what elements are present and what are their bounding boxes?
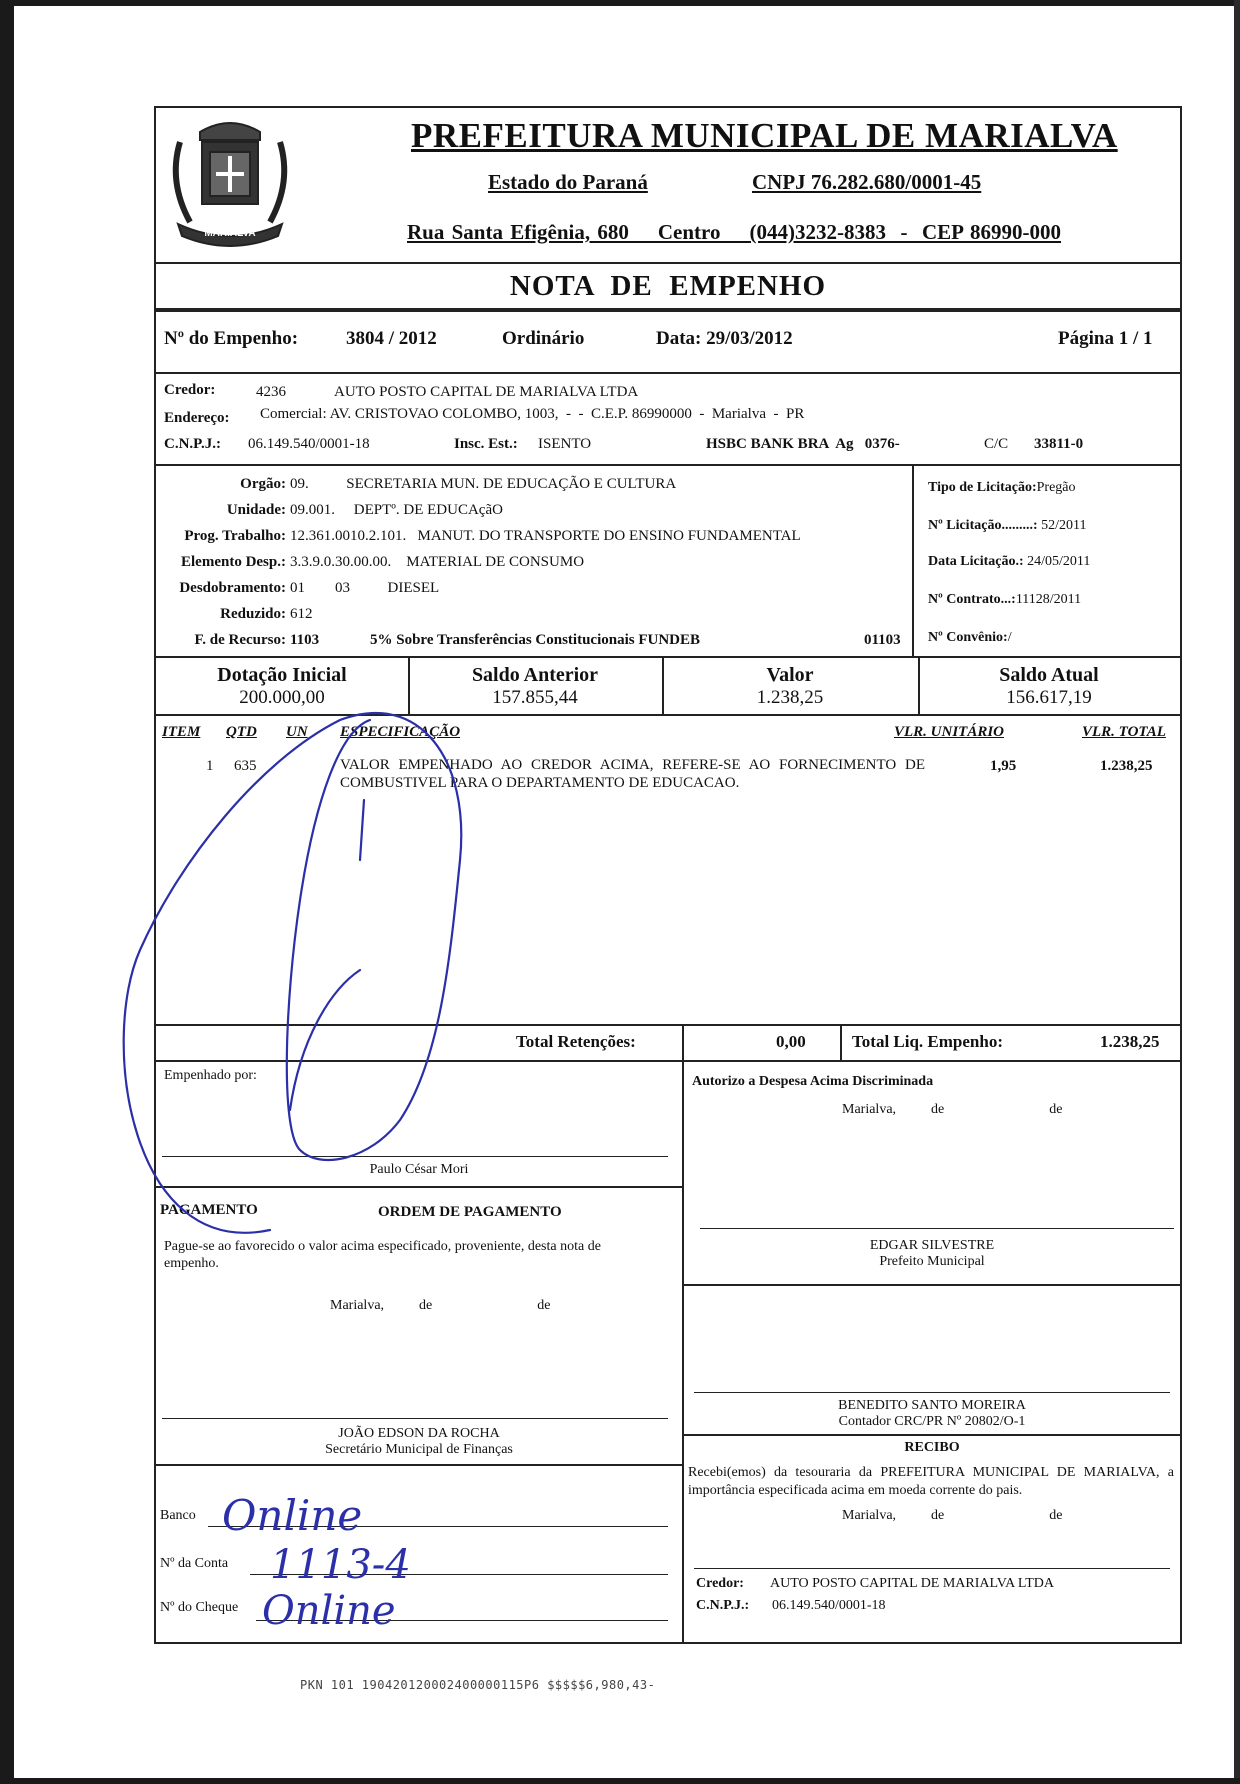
item-qtd: 635 [234,758,257,774]
rodape-codigo: PKN 101 190420120002400000115P6 $$$$$6,980,43- [300,1678,656,1692]
credor-codigo: 4236 [256,384,286,400]
scan-edge-left [0,0,14,1784]
empenhado-nome: Paulo César Mori [369,1162,469,1177]
item-vlr-unitario: 1,95 [990,758,1017,774]
pagamento-data: Marialva, de de [330,1298,551,1313]
orgao-label: Orgão: [240,476,286,492]
header [156,108,1180,264]
empenho-data: Data: 29/03/2012 [656,328,793,349]
scan-edge-right [1234,0,1240,1784]
col-especificacao: ESPECIFICAÇÃO [340,724,461,740]
recurso-numero: 01103 [864,632,901,648]
liquido-value: 1.238,25 [1100,1032,1160,1051]
recibo-cnpj: 06.149.540/0001-18 [772,1598,886,1613]
banco-label: Banco [160,1508,196,1523]
retencoes-value: 0,00 [776,1032,806,1051]
endereco-label: Endereço: [164,410,230,426]
valor-label: Valor [766,664,814,686]
cnpj-label: C.N.P.J.: [164,436,221,452]
secretario-cargo: Secretário Municipal de Finanças [325,1442,513,1457]
recibo-credor-label: Credor: [696,1576,744,1591]
credor-insc: ISENTO [538,436,592,452]
retencoes-row [156,1026,1180,1062]
recurso-codigo: 1103 [290,632,320,648]
credor-cc: 33811-0 [1034,436,1084,452]
page-number: Página 1 / 1 [1058,328,1153,349]
elemento-value: 3.3.9.0.30.00.00. MATERIAL DE CONSUMO [290,554,585,570]
handwritten-banco: Online [222,1491,363,1540]
dotacao-inicial-label: Dotação Inicial [217,664,347,686]
scan-edge-bottom [0,1778,1240,1784]
saldo-atual: 156.617,19 [1006,687,1092,708]
col-item: ITEM [162,724,201,740]
saldo-anterior: 157.855,44 [492,687,578,708]
credor-label: Credor: [164,382,216,398]
credor-banco: HSBC BANK BRA Ag 0376- [706,436,900,452]
insc-label: Insc. Est.: [454,436,518,452]
empenho-number-row [156,310,1180,374]
contrato-label: Nº Contrato...: [928,592,1016,607]
col-vlr-total: VLR. TOTAL [1082,724,1166,740]
valor: 1.238,25 [756,687,824,708]
prog-value: 12.361.0010.2.101. MANUT. DO TRANSPORTE DO ENSINO FUNDAMENTAL [290,528,801,544]
elemento-label: Elemento Desp.: [181,554,286,570]
saldo-atual-label: Saldo Atual [999,664,1099,686]
pagamento-label: PAGAMENTO [160,1202,258,1218]
tipo-licitacao-label: Tipo de Licitação: [928,480,1037,495]
saldos-row [156,658,1180,716]
nota-empenho-form [154,106,1182,1644]
prefeito-nome: EDGAR SILVESTRE [869,1238,995,1253]
dotacao-inicial-cell [156,658,410,714]
assinaturas-section [156,1062,1180,1642]
desdob-value: 01 03 DIESEL [290,580,440,596]
doc-title-bar [156,264,1180,310]
liquido-label: Total Liq. Empenho: [852,1032,1003,1051]
crest-label: MARIALVA [204,228,256,239]
orgao-value: 09. SECRETARIA MUN. DE EDUCAÇÃO E CULTURA [290,476,677,492]
dotacao-divider [912,466,914,656]
tipo-licitacao: Pregão [1036,480,1076,495]
autorizo-data: Marialva, de de [842,1102,1063,1117]
contrato: 11128/2011 [1015,592,1082,607]
unidade-value: 09.001. DEPTº. DE EDUCAçãO [290,502,503,518]
num-licitacao-label: Nº Licitação.........: [928,518,1038,533]
empenho-tipo: Ordinário [502,328,585,349]
cheque-label: Nº do Cheque [160,1600,239,1615]
prefeito-cargo: Prefeito Municipal [879,1254,985,1269]
retencoes-label: Total Retenções: [516,1032,636,1051]
dotacao-inicial: 200.000,00 [239,687,325,708]
reduzido-value: 612 [290,606,313,622]
reduzido-label: Reduzido: [220,606,286,622]
ordem-pagamento-label: ORDEM DE PAGAMENTO [378,1204,562,1220]
unidade-label: Unidade: [226,502,286,518]
recibo-cnpj-label: C.N.P.J.: [696,1598,750,1613]
convenio: / [1007,630,1012,645]
recibo-texto: Recebi(emos) da tesouraria da PREFEITURA MUNICIPAL DE MARIALVA, a importância especificada acima em moeda corrente do pais. [688,1465,1174,1498]
itens-section [156,716,1180,1026]
prog-label: Prog. Trabalho: [184,528,286,544]
col-qtd: QTD [226,724,257,740]
cc-label: C/C [984,436,1009,452]
autorizo-label: Autorizo a Despesa Acima Discriminada [692,1074,934,1089]
data-licitacao: 24/05/2011 [1027,554,1091,569]
col-un: UN [286,724,308,740]
saldo-anterior-cell [408,658,664,714]
item-number: 1 [206,758,214,774]
saldo-anterior-label: Saldo Anterior [471,664,599,686]
num-licitacao: 52/2011 [1041,518,1087,533]
empenho-number-label: Nº do Empenho: [164,328,299,349]
credor-nome: AUTO POSTO CAPITAL DE MARIALVA LTDA [334,384,639,400]
recurso-descricao: 5% Sobre Transferências Constitucionais FUNDEB [370,632,701,648]
credor-cnpj: 06.149.540/0001-18 [248,436,370,452]
conta-label: Nº da Conta [160,1556,229,1571]
dotacao-section [156,466,1180,658]
doc-title: NOTA DE EMPENHO [509,270,827,302]
prefeitura-title: PREFEITURA MUNICIPAL DE MARIALVA [411,116,1118,155]
credor-endereco: Comercial: AV. CRISTOVAO COLOMBO, 1003, - - C.E.P. 86990000 - Marialva - PR [260,406,805,422]
item-descricao: VALOR EMPENHADO AO CREDOR ACIMA, REFERE-SE AO FORNECIMENTO DE COMBUSTIVEL PARA O DEPARTAMENTO DE EDUCACAO. [340,757,925,791]
desdob-label: Desdobramento: [179,580,286,596]
handwritten-cheque: Online [262,1588,396,1634]
empenhado-por-label: Empenhado por: [164,1068,257,1083]
recibo-data: Marialva, de de [842,1508,1063,1523]
empenho-number: 3804 / 2012 [346,328,437,349]
prefeitura-address: Rua Santa Efigênia, 680 Centro (044)3232-8383 - CEP 86990-000 [407,220,1062,244]
item-vlr-total: 1.238,25 [1100,758,1153,774]
state-name: Estado do Paraná [488,170,648,194]
convenio-label: Nº Convênio: [928,630,1008,645]
saldo-atual-cell [918,658,1180,714]
recibo-credor-nome: AUTO POSTO CAPITAL DE MARIALVA LTDA [770,1576,1054,1591]
credor-section [156,374,1180,466]
municipal-crest-icon [160,112,300,258]
secretario-nome: JOÃO EDSON DA ROCHA [338,1426,500,1441]
data-licitacao-label: Data Licitação.: [928,554,1024,569]
valor-cell [662,658,920,714]
col-vlr-unitario: VLR. UNITÁRIO [894,724,1005,740]
prefeitura-cnpj: CNPJ 76.282.680/0001-45 [752,170,982,194]
handwritten-conta: 1113-4 [270,1542,411,1588]
recurso-label: F. de Recurso: [194,632,286,648]
contador-nome: BENEDITO SANTO MOREIRA [838,1398,1026,1413]
recibo-label: RECIBO [904,1440,960,1455]
scan-edge-top [0,0,1240,6]
contador-cargo: Contador CRC/PR Nº 20802/O-1 [838,1414,1026,1429]
pague-texto: Pague-se ao favorecido o valor acima especificado, proveniente, desta nota de empenho. [164,1239,601,1271]
